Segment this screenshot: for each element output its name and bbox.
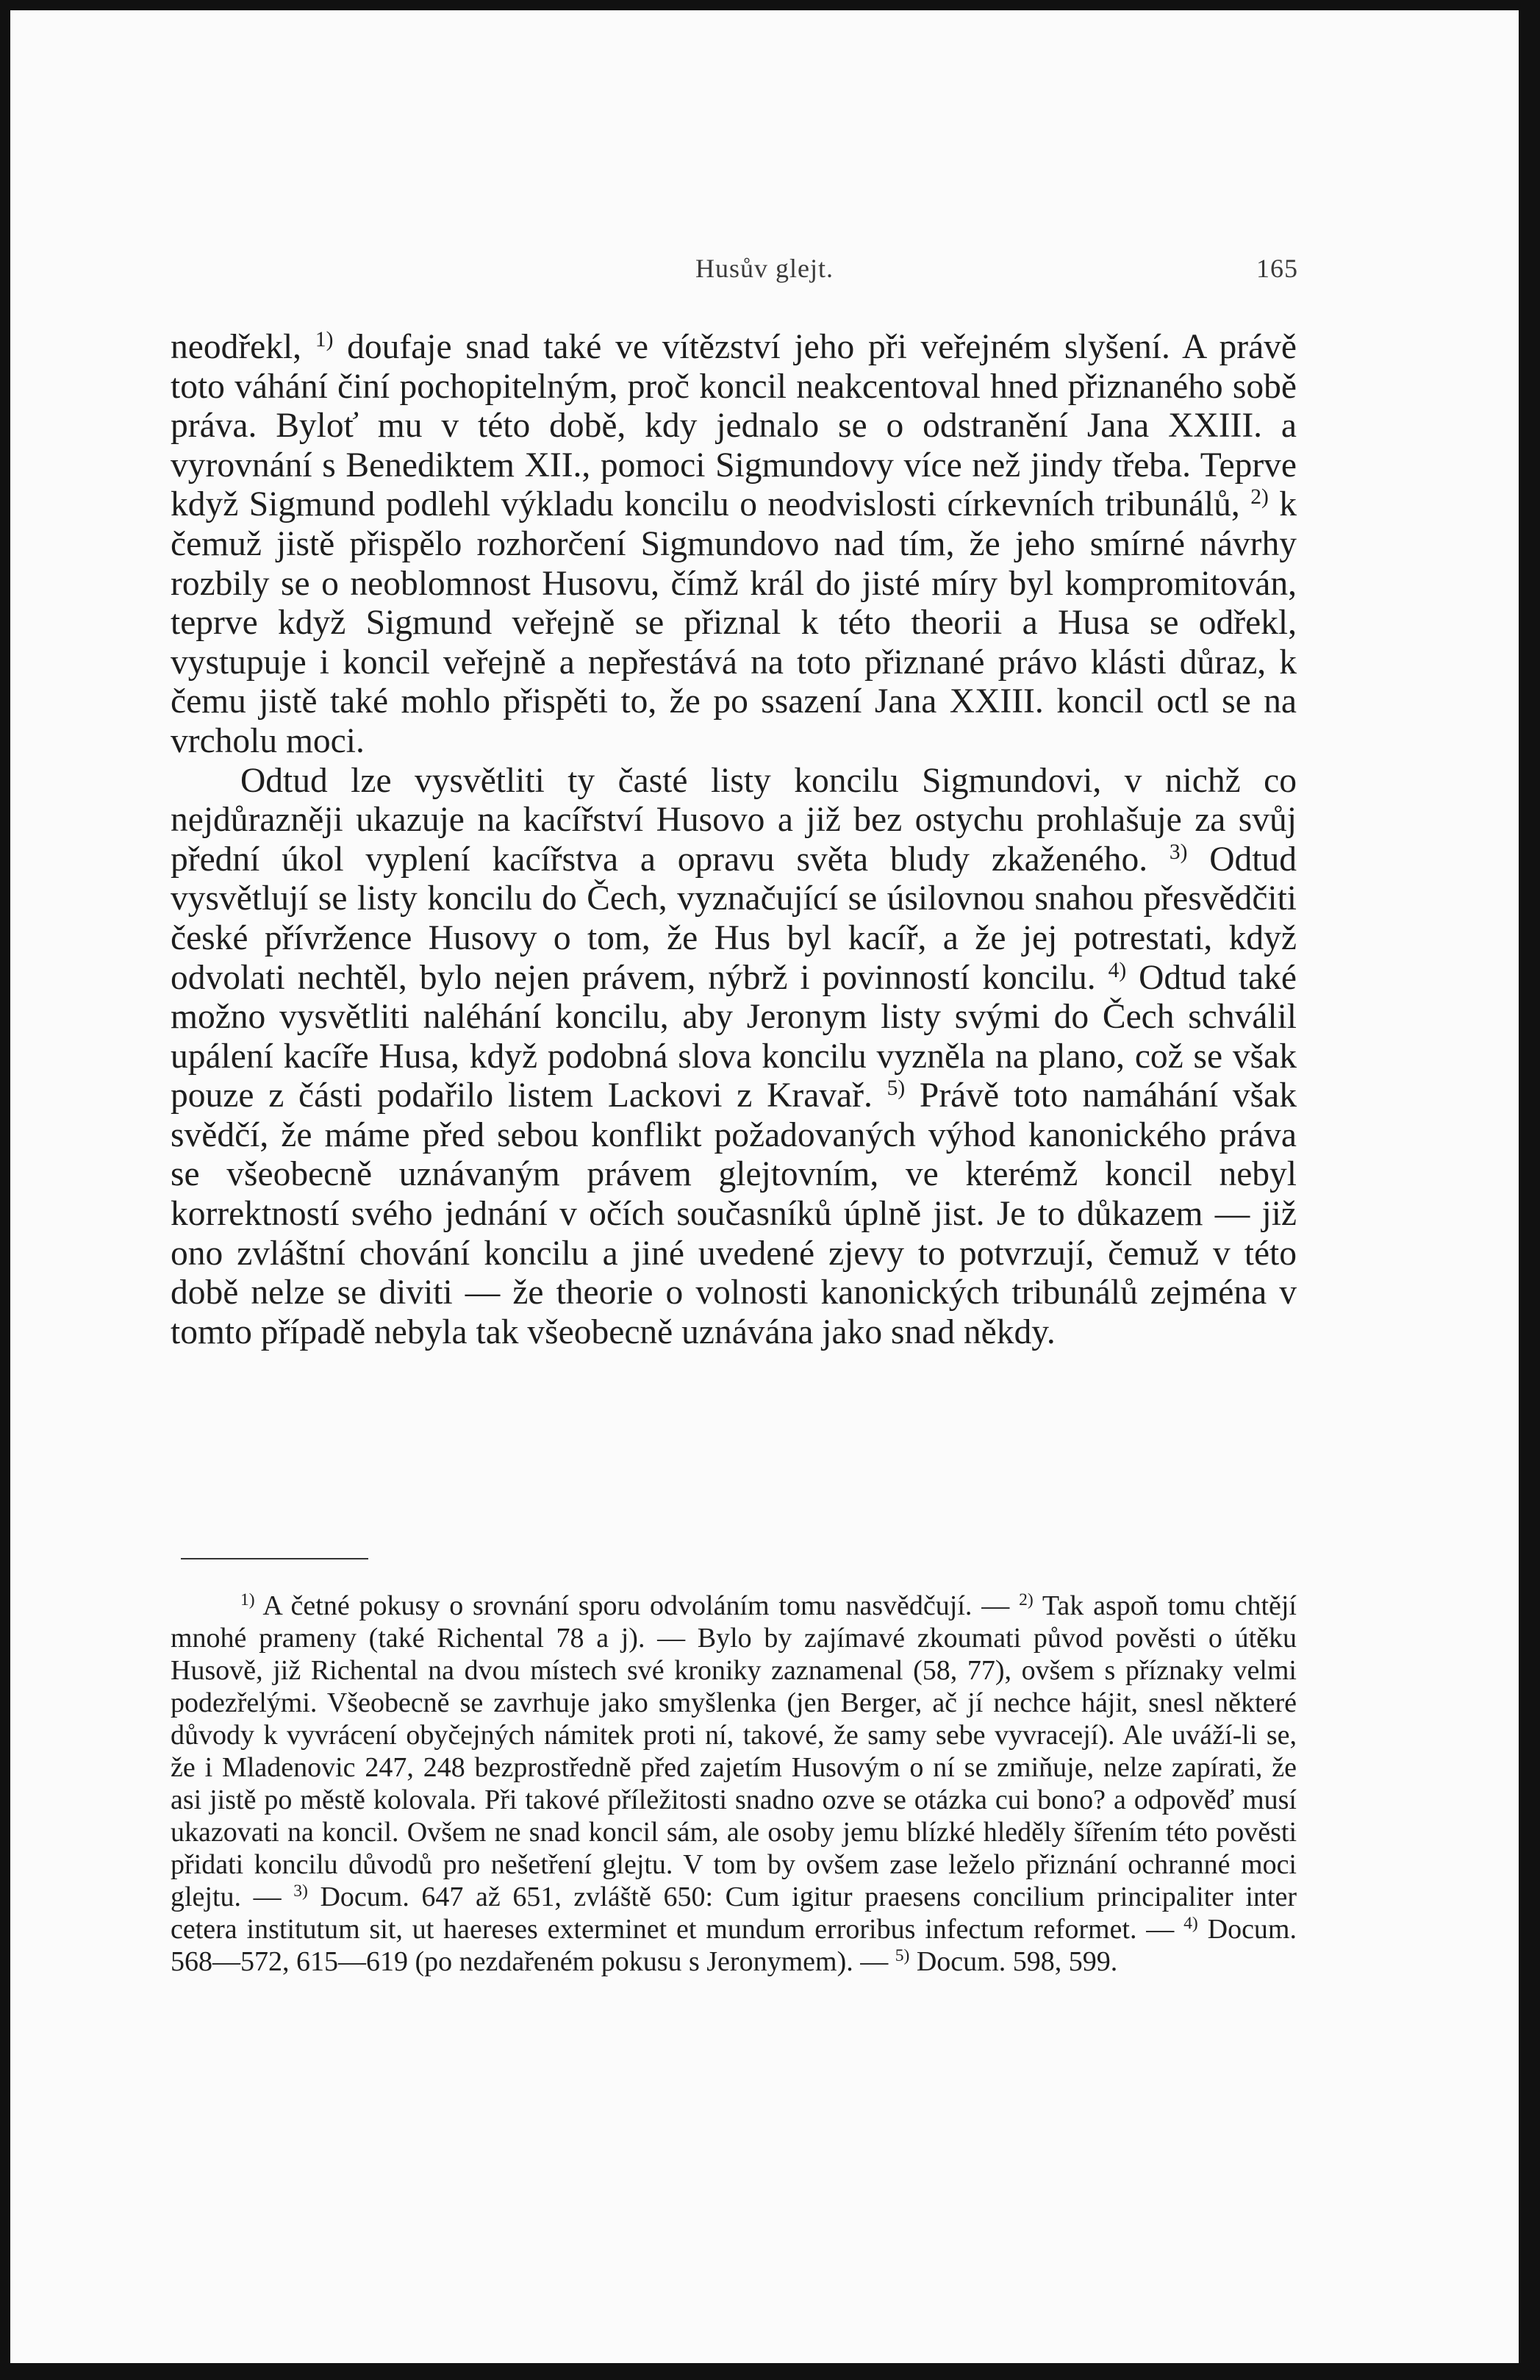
text-span: Odtud také možno vysvětliti naléhání koncilu, aby Jeronym listy svými do Čech schválil upálení kacíře Husa, když podobná slova koncilu vyzněla na plano, což se však pouze z části podařilo listem Lackovi z Kravař. — [171, 958, 1297, 1115]
footnote-text-5: Docum. 598, 599. — [909, 1946, 1118, 1977]
paragraph-1 — [171, 328, 1297, 762]
page-number: 165 — [1256, 254, 1298, 283]
footnote-mark-3: 3) — [293, 1882, 308, 1901]
footnote-ref-4: 4) — [1108, 958, 1127, 982]
text-span: Právě toto namáhání však svědčí, že máme před sebou konflikt požadovaných výhod kanonického práva se všeobecně uznávaným právem glejtovním, ve kterémž koncil nebyl korrektností svého jednání v očích současníků úplně jist. Je to důkazem — již ono zvláštní chování koncilu a jiné uvedené zjevy to potvrzují, čemuž v této době nelze se diviti — že theorie o volnosti kanonických tribunálů zejména v tomto případě nebyla tak všeobecně uznávána jako snad někdy. — [171, 1076, 1297, 1351]
text-span: Odtud vysvětlují se listy koncilu do Čech, vyznačující se úsilovnou snahou přesvědčiti české přívržence Husovy o tom, že Hus byl kacíř, a že jej potrestati, když odvolati nechtěl, bylo nejen právem, nýbrž i povinností koncilu. — [171, 840, 1297, 997]
footnote-mark-5: 5) — [895, 1946, 910, 1966]
footnote-mark-2: 2) — [1019, 1590, 1034, 1610]
book-page — [10, 10, 1519, 2363]
text-span: k čemuž jistě přispělo rozhorčení Sigmundovo nad tím, že jeho smírné návrhy rozbily se o neoblomnost Husovu, čímž král do jisté míry byl kompromitován, teprve když Sigmund veřejně se přiznal k této theorii a Husa se odřekl, vystupuje i koncil veřejně a nepřestává na toto přiznané právo klásti důraz, k čemu jistě také mohlo přispěti to, že po ssazení Jana XXIII. koncil octl se na vrcholu moci. — [171, 485, 1297, 760]
footnote-ref-3: 3) — [1169, 840, 1188, 864]
text-span: doufaje snad také ve vítězství jeho při veřejném slyšení. A právě toto váhání činí pochopitelným, proč koncil neakcentoval hned přiznaného sobě práva. Byloť mu v této době, kdy jednalo se o odstranění Jana XXIII. a vyrovnání s Benediktem XII., pomoci Sigmundovy více než jindy třeba. Teprve když Sigmund podlehl výkladu koncilu o neodvislosti církevních tribunálů, — [171, 328, 1297, 524]
main-text — [171, 328, 1297, 1352]
footnote-text-1: A četné pokusy o srovnání sporu odvoláním tomu nasvědčují. — — [254, 1590, 1020, 1621]
footnote-text-4: Docum. 568—572, 615—619 (po nezdařeném pokusu s Jeronymem). — — [171, 1914, 1297, 1977]
footnote-ref-2: 2) — [1250, 485, 1269, 510]
footnote-separator — [181, 1558, 368, 1559]
footnote-ref-1: 1) — [315, 327, 334, 351]
footnote-text-3: Docum. 647 až 651, zvláště 650: Cum igitur praesens concilium principaliter inter cetera institutum sit, ut haereses exterminet et mundum erroribus infectum reformet. — — [171, 1882, 1297, 1945]
text-span: neodřekl, — [171, 328, 315, 366]
paragraph-2 — [171, 762, 1297, 1353]
footnote-mark-1: 1) — [240, 1590, 255, 1610]
text-span: Odtud lze vysvětliti ty časté listy koncilu Sigmundovi, v nichž co nejdůrazněji ukazuje na kacířství Husovo a již bez ostychu prohlašuje za svůj přední úkol vyplení kacířstva a opravu světa bludy zkaženého. — [171, 761, 1297, 879]
footnotes — [171, 1590, 1297, 1978]
footnote-mark-4: 4) — [1183, 1914, 1198, 1934]
footnote-ref-5: 5) — [887, 1076, 906, 1101]
running-title: Husův glejt. — [695, 254, 834, 283]
footnote-text-2: Tak aspoň tomu chtějí mnohé prameny (také Richental 78 a j). — Bylo by zajímavé zkoumati původ pověsti o útěku Husově, již Richental na dvou místech své kroniky zaznamenal (58, 77), ovšem s příznaky velmi podezřelými. Všeobecně se zavrhuje jako smyšlenka (jen Berger, ač jí nechce hájit, snesl některé důvody k vyvrácení obyčejných námitek proti ní, takové, že samy sebe vyvracejí). Ale uváží-li se, že i Mladenovic 247, 248 bezprostředně před zajetím Husovým o ní se zmiňuje, nelze zapírati, že asi jistě po městě kolovala. Při takové příležitosti snadno ozve se otázka cui bono? a odpověď musí ukazovati na koncil. Ovšem ne snad koncil sám, ale osoby jemu blízké hleděly šířením této pověsti přidati koncilu důvodů pro nešetření glejtu. V tom by ovšem zase leželo přiznání ochranné moci glejtu. — — [171, 1590, 1297, 1912]
